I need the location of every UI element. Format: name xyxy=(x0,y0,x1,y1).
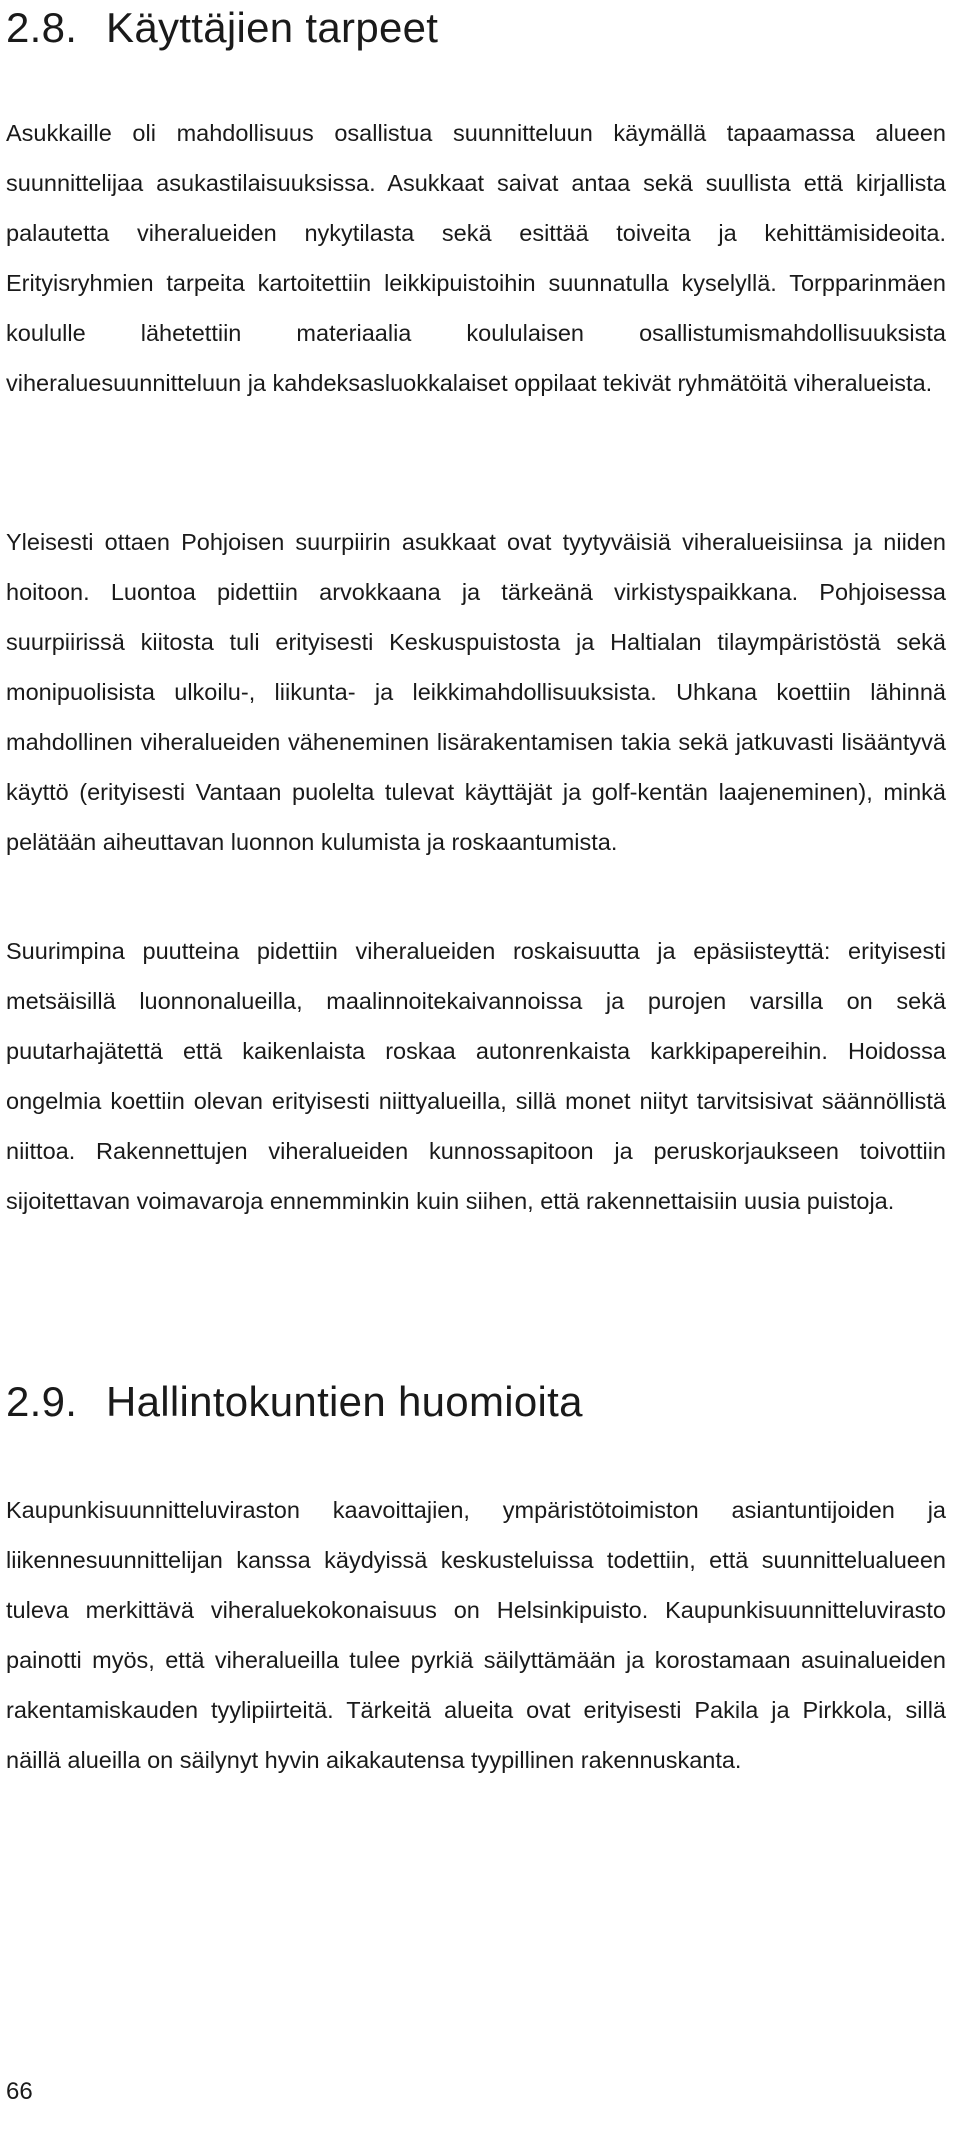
section-number: 2.9. xyxy=(6,1378,78,1425)
section-title: Hallintokuntien huomioita xyxy=(106,1378,583,1425)
paragraph-participation: Asukkaille oli mahdollisuus osallistua suunnitteluun käymällä tapaamassa alueen suunnittelijaa asukastilaisuuksissa. Asukkaat saivat antaa sekä suullista että kirjallista palautetta viheralueiden nykytilasta sekä esittää toiveita ja kehittämisideoita. Erityisryhmien tarpeita kartoitettiin leikkipuistoihin suunnatulla kyselyllä. Torpparinmäen koululle lähetettiin materiaalia koululaisen osallistumismahdollisuuksista viheraluesuunnitteluun ja kahdeksasluokkalaiset oppilaat tekivät ryhmätöitä viheralueista. xyxy=(6,120,946,396)
page-number: 66 xyxy=(6,2078,33,2105)
section-number: 2.8. xyxy=(6,4,78,51)
paragraph-satisfaction: Yleisesti ottaen Pohjoisen suurpiirin asukkaat ovat tyytyväisiä viheralueisiinsa ja niiden hoitoon. Luontoa pidettiin arvokkaana ja tärkeänä virkistyspaikkana. Pohjoisessa suurpiirissä kiitosta tuli erityisesti Keskuspuistosta ja Haltialan tilaympäristöstä sekä monipuolisista ulkoilu-, liikunta- ja leikkimahdollisuuksista. Uhkana koettiin lähinnä mahdollinen viheralueiden väheneminen lisärakentamisen takia sekä jatkuvasti lisääntyvä käyttö (erityisesti Vantaan puolelta tulevat käyttäjät ja golf-kentän laajeneminen), minkä pelätään aiheuttavan luonnon kulumista ja roskaantumista. xyxy=(6,529,946,855)
section-title: Käyttäjien tarpeet xyxy=(106,4,439,51)
paragraph-administration: Kaupunkisuunnitteluviraston kaavoittajien, ympäristötoimiston asiantuntijoiden ja liikennesuunnittelijan kanssa käydyissä keskusteluissa todettiin, että suunnittelualueen tuleva merkittävä viheraluekokonaisuus on Helsinkipuisto. Kaupunkisuunnitteluvirasto painotti myös, että viheralueilla tulee pyrkiä säilyttämään ja korostamaan asuinalueiden rakentamiskauden tyylipiirteitä. Tärkeitä alueita ovat erityisesti Pakila ja Pirkkola, sillä näillä alueilla on säilynyt hyvin aikakautensa tyypillinen rakennuskanta. xyxy=(6,1497,946,1773)
section-heading-2-8 xyxy=(6,4,438,52)
paragraph-shortcomings: Suurimpina puutteina pidettiin viheralueiden roskaisuutta ja epäsiisteyttä: erityisesti metsäisillä luonnonalueilla, maalinnoitekaivannoissa ja purojen varsilla on sekä puutarhajätettä että kaikenlaista roskaa autonrenkaista karkkipapereihin. Hoidossa ongelmia koettiin olevan erityisesti niittyalueilla, sillä monet niityt tarvitsisivat säännöllistä niittoa. Rakennettujen viheralueiden kunnossapitoon ja peruskorjaukseen toivottiin sijoitettavan voimavaroja ennemminkin kuin siihen, että rakennettaisiin uusia puistoja. xyxy=(6,938,946,1214)
section-heading-2-9 xyxy=(6,1378,583,1426)
